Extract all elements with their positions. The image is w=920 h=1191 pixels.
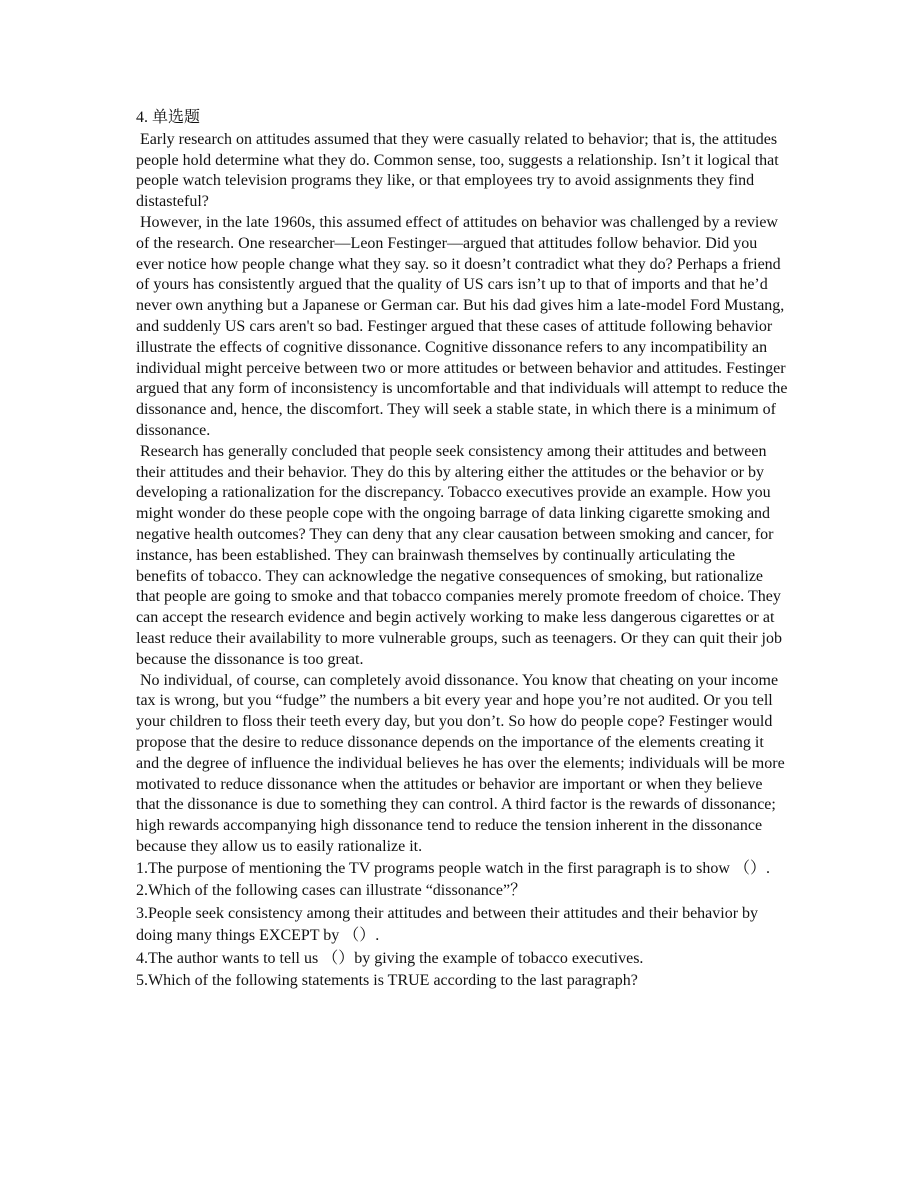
question-list [136,858,788,993]
passage-paragraph-1: Early research on attitudes assumed that they were casually related to behavior; that is, the attitudes people hold determine what they do. Common sense, too, suggests a relationship. Isn’t it logical that people watch television programs they like, or that employees try to avoid assignments they find distasteful? [136,130,783,211]
question-heading: 4. 单选题 [136,109,201,126]
question-item-1: 1.The purpose of mentioning the TV programs people watch in the first paragraph is to show （）. [136,859,770,877]
question-item-3: 3.People seek consistency among their attitudes and between their attitudes and their behavior by doing many things EXCEPT by （）. [136,904,759,945]
passage-paragraph-4: No individual, of course, can completely avoid dissonance. You know that cheating on your income tax is wrong, but you “fudge” the numbers a bit every year and hope you’re not audited. Or you tell your children to floss their teeth every day, but you don’t. So how do people cope? Festinger would propose that the desire to reduce dissonance depends on the importance of the elements creating it and the degree of influence the individual believes he has over the elements; individuals will be more motivated to reduce dissonance when the attitudes or behavior are important or when they believe that the dissonance is due to something they can control. A third factor is the rewards of dissonance; high rewards accompanying high dissonance tend to reduce the tension inherent in the dissonance because they allow us to easily rationalize it. [136,671,789,855]
question-item-4: 4.The author wants to tell us （）by giving the example of tobacco executives. [136,949,644,967]
document-page [136,108,792,993]
passage-paragraph-3: Research has generally concluded that people seek consistency among their attitudes and between their attitudes and their behavior. They do this by altering either the attitudes or the behavior or by developing a rationalization for the discrepancy. Tobacco executives provide an example. How you might wonder do these people cope with the ongoing barrage of data linking cigarette smoking and negative health outcomes? They can deny that any clear causation between smoking and cancer, for instance, has been established. They can brainwash themselves by continually articulating the benefits of tobacco. They can acknowledge the negative consequences of smoking, but rationalize that people are going to smoke and that tobacco companies merely promote freedom of choice. They can accept the research evidence and begin actively working to make less dangerous cigarettes or at least reduce their availability to more vulnerable groups, such as teenagers. Or they can quit their job because the dissonance is too great. [136,442,786,668]
reading-passage [136,130,792,858]
passage-paragraph-2: However, in the late 1960s, this assumed effect of attitudes on behavior was challenged by a review of the research. One researcher—Leon Festinger—argued that attitudes follow behavior. Did you ever notice how people change what they say. so it doesn’t contradict what they do? Perhaps a friend of yours has consistently argued that the quality of US cars isn’t up to that of imports and that he’d never own anything but a Japanese or German car. But his dad gives him a late-model Ford Mustang, and suddenly US cars aren't so bad. Festinger argued that these cases of attitude following behavior illustrate the effects of cognitive dissonance. Cognitive dissonance refers to any incompatibility an individual might perceive between two or more attitudes or between behavior and attitudes. Festinger argued that any form of inconsistency is uncomfortable and that individuals will attempt to reduce the dissonance and, hence, the discomfort. They will seek a stable state, in which there is a minimum of dissonance. [136,213,792,439]
question-item-2: 2.Which of the following cases can illustrate “dissonance”？ [136,882,527,900]
question-item-5: 5.Which of the following statements is TRUE according to the last paragraph? [136,972,638,990]
